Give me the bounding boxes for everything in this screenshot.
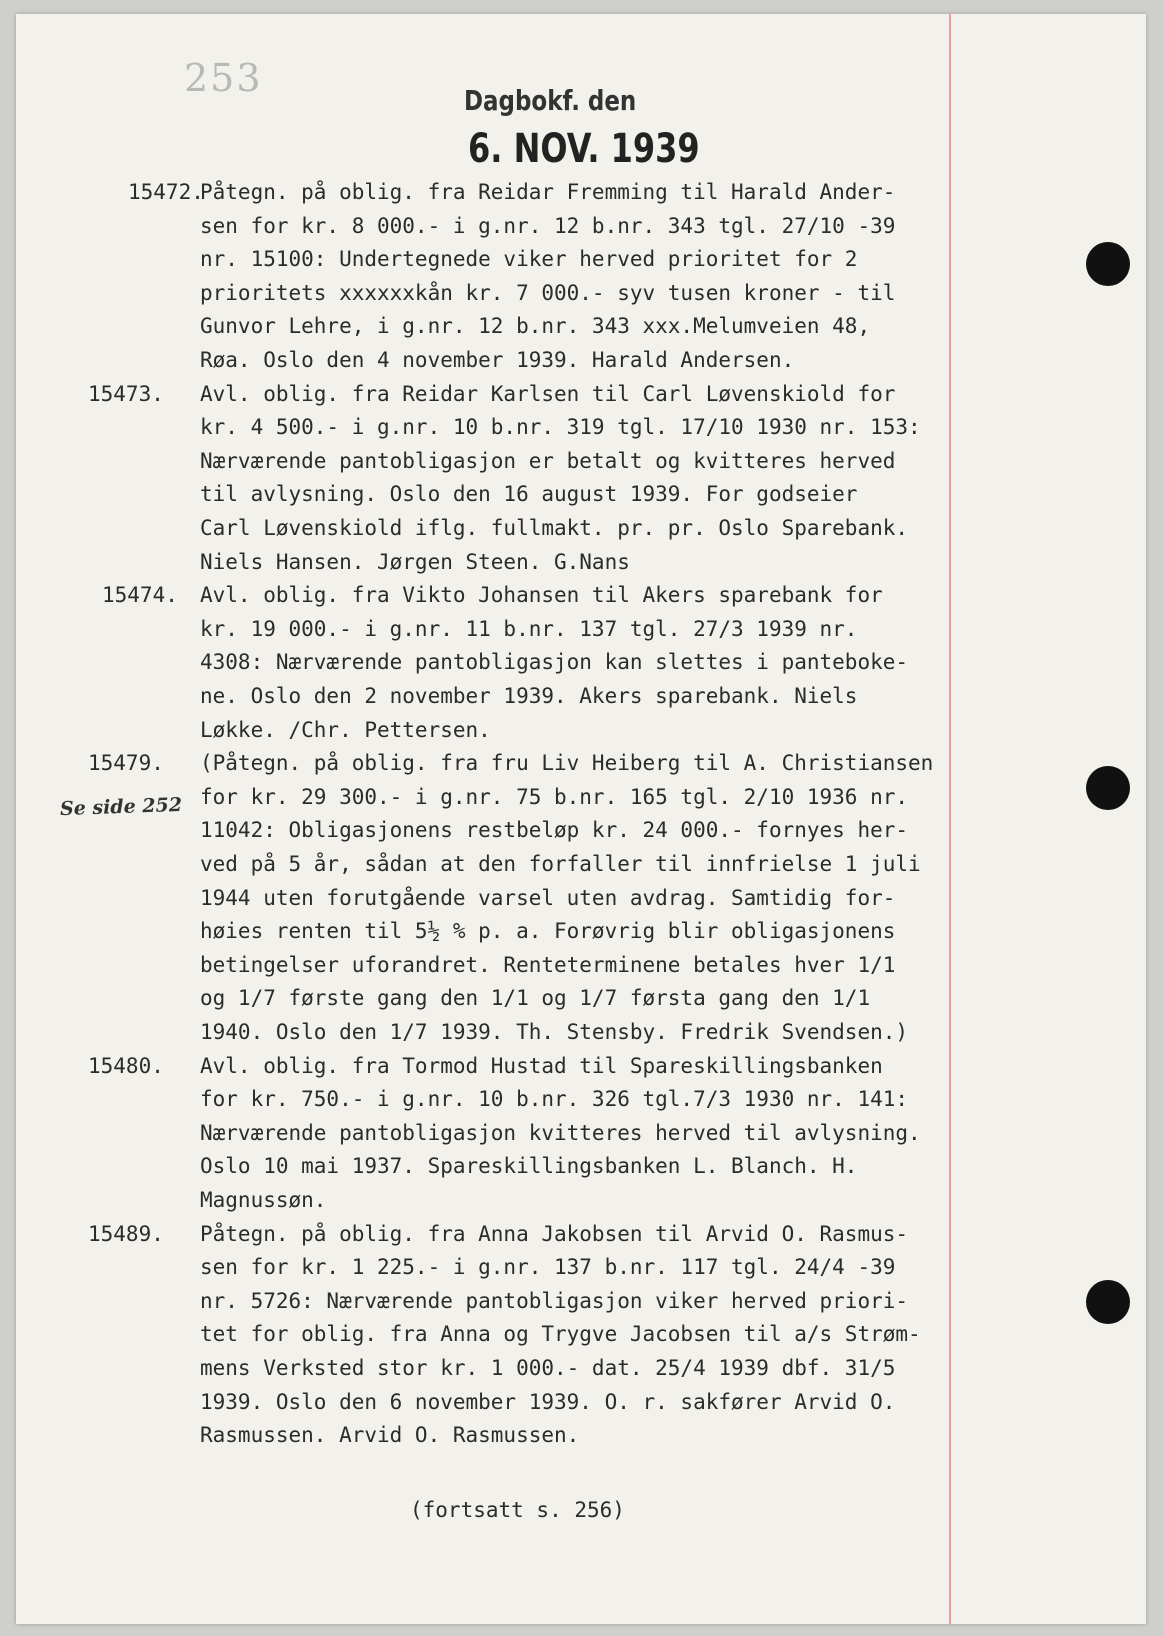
entry-text-line: Påtegn. på oblig. fra Anna Jakobsen til Arvid O. Rasmus- [200,1221,909,1246]
entry-text-line: (Påtegn. på oblig. fra fru Liv Heiberg til A. Christiansen [200,751,934,776]
entry-text-line: kr. 19 000.- i g.nr. 11 b.nr. 137 tgl. 27/3 1939 nr. [200,616,858,641]
entry-number: 15474. [102,583,178,608]
entry-text-line: Avl. oblig. fra Tormod Hustad til Spareskillingsbanken [200,1053,883,1078]
entry-number: 15489. [88,1221,164,1246]
entry-text-line: nr. 15100: Undertegnede viker herved prioritet for 2 [200,247,858,272]
entry-text-line: kr. 4 500.- i g.nr. 10 b.nr. 319 tgl. 17/10 1930 nr. 153: [200,415,921,440]
entry-text-line: prioritets xxxxxxkån kr. 7 000.- syv tusen kroner - til [200,280,896,305]
entry-text-line: ne. Oslo den 2 november 1939. Akers sparebank. Niels [200,684,858,708]
punch-hole [1086,1280,1130,1324]
entry-text-line: og 1/7 første gang den 1/1 og 1/7 førsta gang den 1/1 [200,986,871,1011]
date-stamp-label: Dagbokf. den [464,84,637,117]
margin-line [949,14,951,1624]
entry-number: 15473. [88,381,164,406]
entry-text-line: betingelser uforandret. Renteterminene betales hver 1/1 [200,952,896,977]
entry-text-line: sen for kr. 1 225.- i g.nr. 137 b.nr. 117 tgl. 24/4 -39 [200,1255,896,1280]
entry-text-line: til avlysning. Oslo den 16 august 1939. For godseier [200,482,858,507]
entry-text-line: Nærværende pantobligasjon er betalt og kvitteres herved [200,448,896,473]
punch-hole [1086,242,1130,286]
entry-text-line: 11042: Obligasjonens restbeløp kr. 24 000.- fornyes her- [200,818,909,843]
date-stamp-date: 6. NOV. 1939 [468,126,700,172]
entry-text-line: Gunvor Lehre, i g.nr. 12 b.nr. 343 xxx.Melumveien 48, [200,314,871,339]
entry-text-line: Magnussøn. [200,1188,327,1212]
entry-text-line: Røa. Oslo den 4 november 1939. Harald Andersen. [200,348,795,372]
page-number: 253 [184,56,263,100]
entry-text-line: Løkke. /Chr. Pettersen. [200,717,491,742]
entry-text-line: for kr. 750.- i g.nr. 10 b.nr. 326 tgl.7/3 1930 nr. 141: [200,1087,909,1112]
entry-number: 15479. [88,751,164,776]
entry-text-line: sen for kr. 8 000.- i g.nr. 12 b.nr. 343 tgl. 27/10 -39 [200,213,896,238]
entry-text-line: for kr. 29 300.- i g.nr. 75 b.nr. 165 tgl. 2/10 1936 nr. [200,784,909,809]
entry-text-line: tet for oblig. fra Anna og Trygve Jacobsen til a/s Strøm- [200,1322,921,1347]
entry-text-line: nr. 5726: Nærværende pantobligasjon viker herved priori- [200,1288,909,1313]
entry-text-line: 4308: Nærværende pantobligasjon kan slettes i panteboke- [200,650,909,675]
entry-text-line: 1944 uten forutgående varsel uten avdrag. Samtidig for- [200,885,896,910]
entry-text-line: Niels Hansen. Jørgen Steen. G.Nans [200,549,630,574]
entry-text-line: høies renten til 5½ % p. a. Forøvrig blir obligasjonens [200,919,896,944]
entry-number: 15472. [128,180,204,204]
entry-text-line: Carl Løvenskiold iflg. fullmakt. pr. pr. Oslo Sparebank. [200,516,909,540]
entry-text-line: Påtegn. på oblig. fra Reidar Fremming til Harald Ander- [200,180,896,204]
document-page [16,14,1146,1624]
entry-number: 15480. [88,1053,164,1078]
entry-text-line: Oslo 10 mai 1937. Spareskillingsbanken L. Blanch. H. [200,1154,858,1179]
entry-text-line: Avl. oblig. fra Vikto Johansen til Akers sparebank for [200,583,883,608]
margin-note: Se side 252 [59,793,183,821]
entry-text-line: 1940. Oslo den 1/7 1939. Th. Stensby. Fredrik Svendsen.) [200,1020,909,1044]
entry-text-line: 1939. Oslo den 6 november 1939. O. r. sakfører Arvid O. [200,1389,896,1414]
entry-text-line: Rasmussen. Arvid O. Rasmussen. [200,1423,580,1448]
entry-text-line: ved på 5 år, sådan at den forfaller til innfrielse 1 juli [200,852,921,876]
entry-text-line: Avl. oblig. fra Reidar Karlsen til Carl Løvenskiold for [200,381,896,406]
entry-text-line: Nærværende pantobligasjon kvitteres herved til avlysning. [200,1120,921,1145]
punch-hole [1086,766,1130,810]
continuation-note: (fortsatt s. 256) [410,1498,625,1522]
entry-text-line: mens Verksted stor kr. 1 000.- dat. 25/4 1939 dbf. 31/5 [200,1356,896,1380]
